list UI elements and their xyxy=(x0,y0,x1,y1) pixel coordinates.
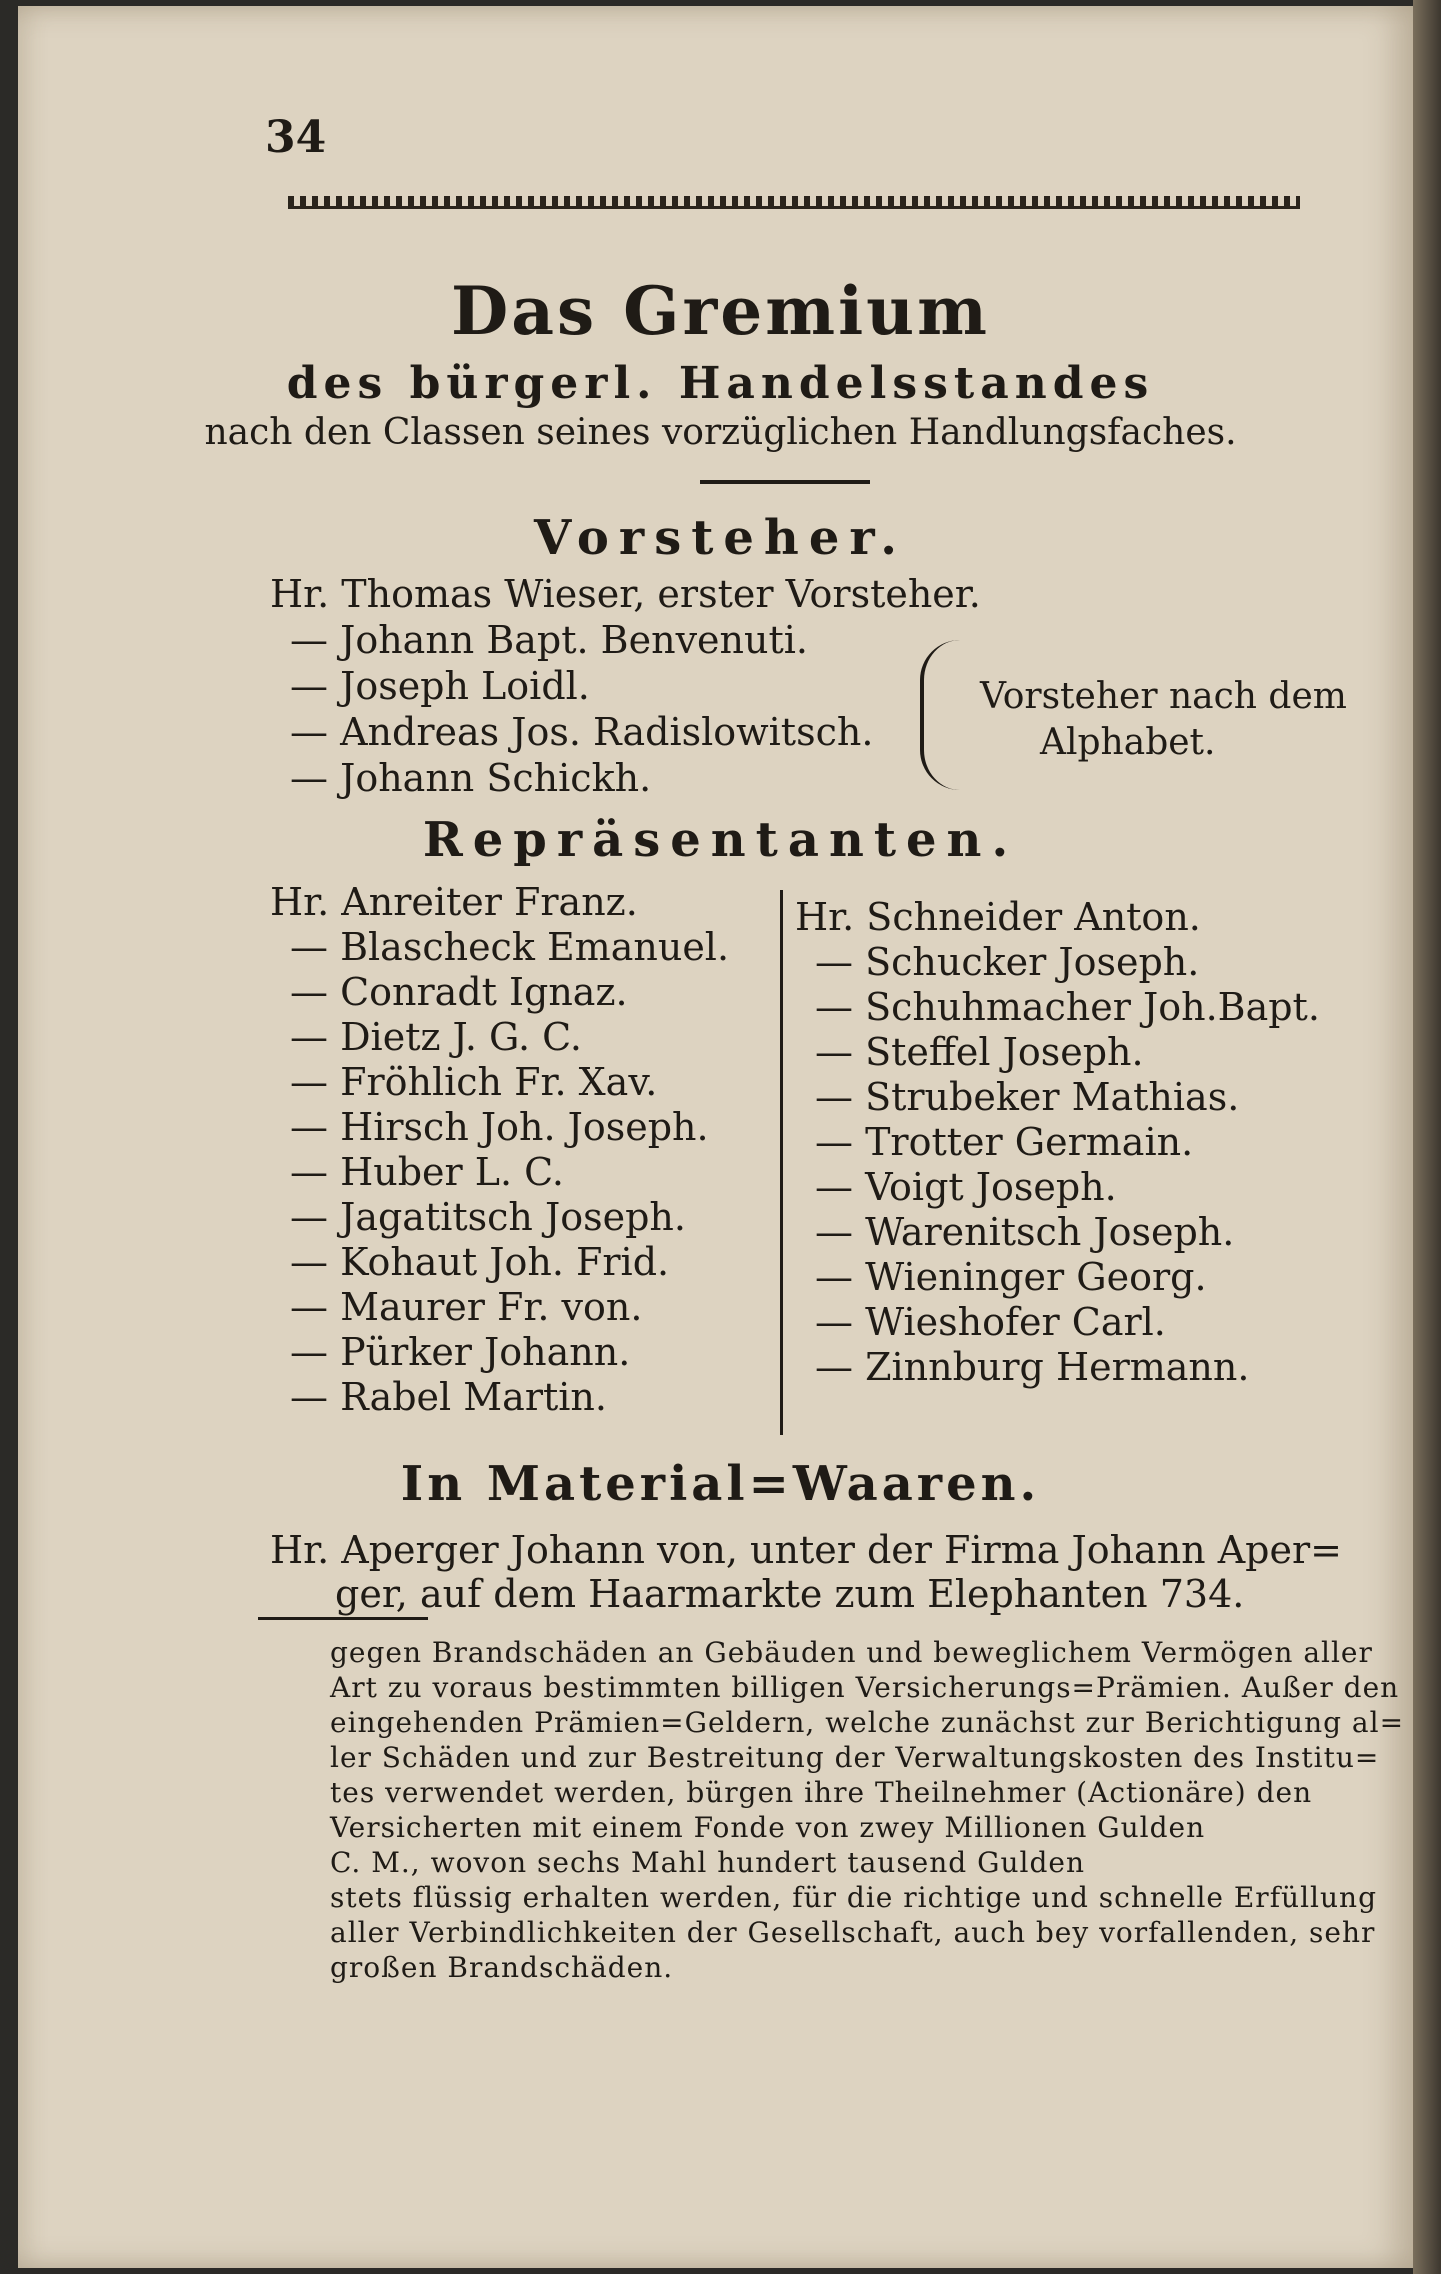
material-line-2: ger, auf dem Haarmarkte zum Elephanten 734. xyxy=(335,1572,1245,1616)
footnote-line: aller Verbindlichkeiten der Gesellschaft, auch bey vorfallenden, sehr xyxy=(330,1916,1376,1949)
rep-right-row: — Steffel Joseph. xyxy=(815,1030,1144,1074)
rep-left-row: — Huber L. C. xyxy=(290,1150,564,1194)
material-line-1: Hr. Aperger Johann von, unter der Firma Johann Aper= xyxy=(270,1528,1342,1572)
vorsteher-row: — Andreas Jos. Radislowitsch. xyxy=(290,710,874,754)
rep-left-row: — Kohaut Joh. Frid. xyxy=(290,1240,670,1284)
rep-right-row: — Zinnburg Hermann. xyxy=(815,1345,1250,1389)
curly-brace xyxy=(920,640,964,790)
footnote-line: eingehenden Prämien=Geldern, welche zunächst zur Berichtigung al= xyxy=(330,1706,1405,1739)
brace-note-line-2: Alphabet. xyxy=(1040,722,1216,763)
vorsteher-row: — Joseph Loidl. xyxy=(290,664,590,708)
subtitle-line-1: des bürgerl. Handelsstandes xyxy=(286,358,1155,409)
ornamental-rule xyxy=(288,196,1300,209)
rep-right-row: — Wieshofer Carl. xyxy=(815,1300,1166,1344)
footnote-rule xyxy=(258,1617,428,1620)
footnote-line: gegen Brandschäden an Gebäuden und beweglichem Vermögen aller xyxy=(330,1636,1373,1669)
subtitle-line-2: nach den Classen seines vorzüglichen Handlungsfaches. xyxy=(204,412,1237,453)
rep-left-row: Hr. Anreiter Franz. xyxy=(270,880,638,924)
vorsteher-row: — Johann Schickh. xyxy=(290,756,652,800)
rep-right-row: — Warenitsch Joseph. xyxy=(815,1210,1235,1254)
vorsteher-row: Hr. Thomas Wieser, erster Vorsteher. xyxy=(270,572,981,616)
footnote-line: Art zu voraus bestimmten billigen Versicherungs=Prämien. Außer den xyxy=(330,1671,1400,1704)
footnote-line: großen Brandschäden. xyxy=(330,1951,674,1984)
heading-repraesentanten: Repräsentanten. xyxy=(422,812,1019,868)
rep-right-row: — Schucker Joseph. xyxy=(815,940,1200,984)
divider xyxy=(700,480,870,484)
rep-left-row: — Rabel Martin. xyxy=(290,1375,607,1419)
rep-left-row: — Blascheck Emanuel. xyxy=(290,925,730,969)
footnote-line: Versicherten mit einem Fonde von zwey Millionen Gulden xyxy=(330,1811,1206,1844)
page-title: Das Gremium xyxy=(451,272,990,350)
column-divider xyxy=(780,890,783,1435)
rep-right-row: — Wieninger Georg. xyxy=(815,1255,1207,1299)
rep-left-row: — Conradt Ignaz. xyxy=(290,970,628,1014)
rep-right-row: — Trotter Germain. xyxy=(815,1120,1194,1164)
rep-right-row: Hr. Schneider Anton. xyxy=(795,895,1201,939)
page-number: 34 xyxy=(265,112,327,163)
rep-left-row: — Maurer Fr. von. xyxy=(290,1285,643,1329)
rep-right-row: — Voigt Joseph. xyxy=(815,1165,1117,1209)
rep-left-row: — Jagatitsch Joseph. xyxy=(290,1195,686,1239)
rep-left-row: — Pürker Johann. xyxy=(290,1330,631,1374)
rep-left-row: — Hirsch Joh. Joseph. xyxy=(290,1105,709,1149)
rep-left-row: — Fröhlich Fr. Xav. xyxy=(290,1060,658,1104)
rep-left-row: — Dietz J. G. C. xyxy=(290,1015,582,1059)
footnote-line: C. M., wovon sechs Mahl hundert tausend Gulden xyxy=(330,1846,1085,1879)
rep-right-row: — Strubeker Mathias. xyxy=(815,1075,1240,1119)
vorsteher-row: — Johann Bapt. Benvenuti. xyxy=(290,618,808,662)
heading-vorsteher: Vorsteher. xyxy=(534,510,907,566)
rep-right-row: — Schuhmacher Joh.Bapt. xyxy=(815,985,1320,1029)
footnote-line: stets flüssig erhalten werden, für die richtige und schnelle Erfüllung xyxy=(330,1881,1377,1914)
footnote-line: ler Schäden und zur Bestreitung der Verwaltungskosten des Institu= xyxy=(330,1741,1380,1774)
brace-note-line-1: Vorsteher nach dem xyxy=(980,676,1347,717)
heading-material: In Material=Waaren. xyxy=(400,1456,1041,1512)
footnote-line: tes verwendet werden, bürgen ihre Theilnehmer (Actionäre) den xyxy=(330,1776,1313,1809)
